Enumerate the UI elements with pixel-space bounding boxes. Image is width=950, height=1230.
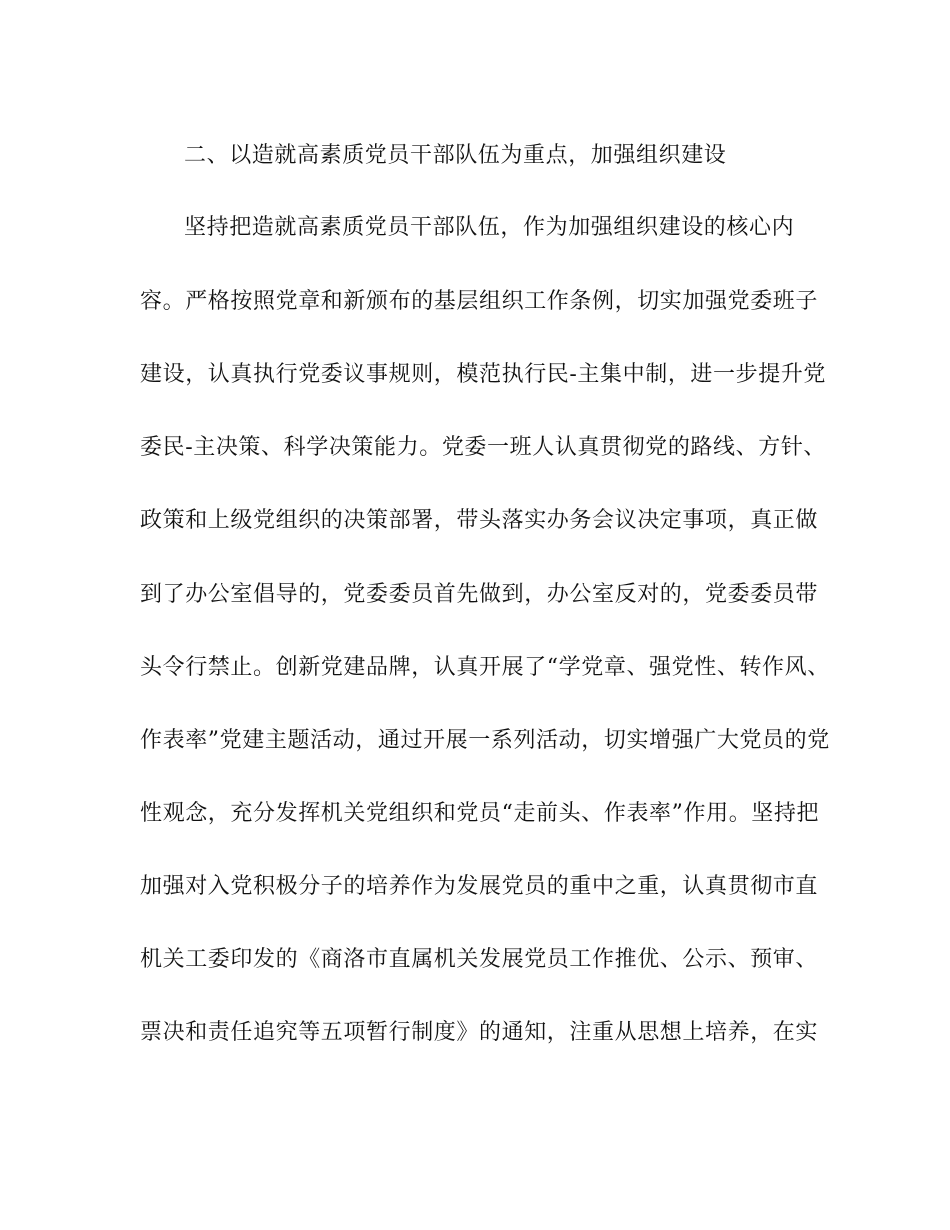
paragraph-line: 作表率”党建主题活动，通过开展一系列活动，切实增强广大党员的党 bbox=[140, 728, 830, 753]
paragraph-line: 坚持把造就高素质党员干部队伍，作为加强组织建设的核心内 bbox=[184, 215, 795, 240]
paragraph-line: 政策和上级党组织的决策部署，带头落实办务会议决定事项，真正做 bbox=[140, 508, 819, 533]
paragraph-line: 委民-主决策、科学决策能力。党委一班人认真贯彻党的路线、方针、 bbox=[140, 435, 827, 460]
paragraph-line: 性观念，充分发挥机关党组织和党员“走前头、作表率”作用。坚持把 bbox=[140, 801, 820, 826]
paragraph-line: 建设，认真执行党委议事规则，模范执行民-主集中制，进一步提升党 bbox=[140, 362, 827, 387]
paragraph-line: 头令行禁止。创新党建品牌，认真开展了“学党章、强党性、转作风、 bbox=[140, 655, 830, 680]
paragraph-line: 加强对入党积极分子的培养作为发展党员的重中之重，认真贯彻市直 bbox=[140, 874, 819, 899]
paragraph-line: 到了办公室倡导的，党委委员首先做到，办公室反对的，党委委员带 bbox=[140, 582, 819, 607]
paragraph-line: 容。严格按照党章和新颁布的基层组织工作条例，切实加强党委班子 bbox=[140, 289, 819, 314]
paragraph-line: 机关工委印发的《商洛市直属机关发展党员工作推优、公示、预审、 bbox=[140, 947, 819, 972]
section-heading: 二、以造就高素质党员干部队伍为重点，加强组织建设 bbox=[184, 143, 727, 168]
paragraph-line: 票决和责任追究等五项暂行制度》的通知，注重从思想上培养，在实 bbox=[140, 1020, 819, 1045]
